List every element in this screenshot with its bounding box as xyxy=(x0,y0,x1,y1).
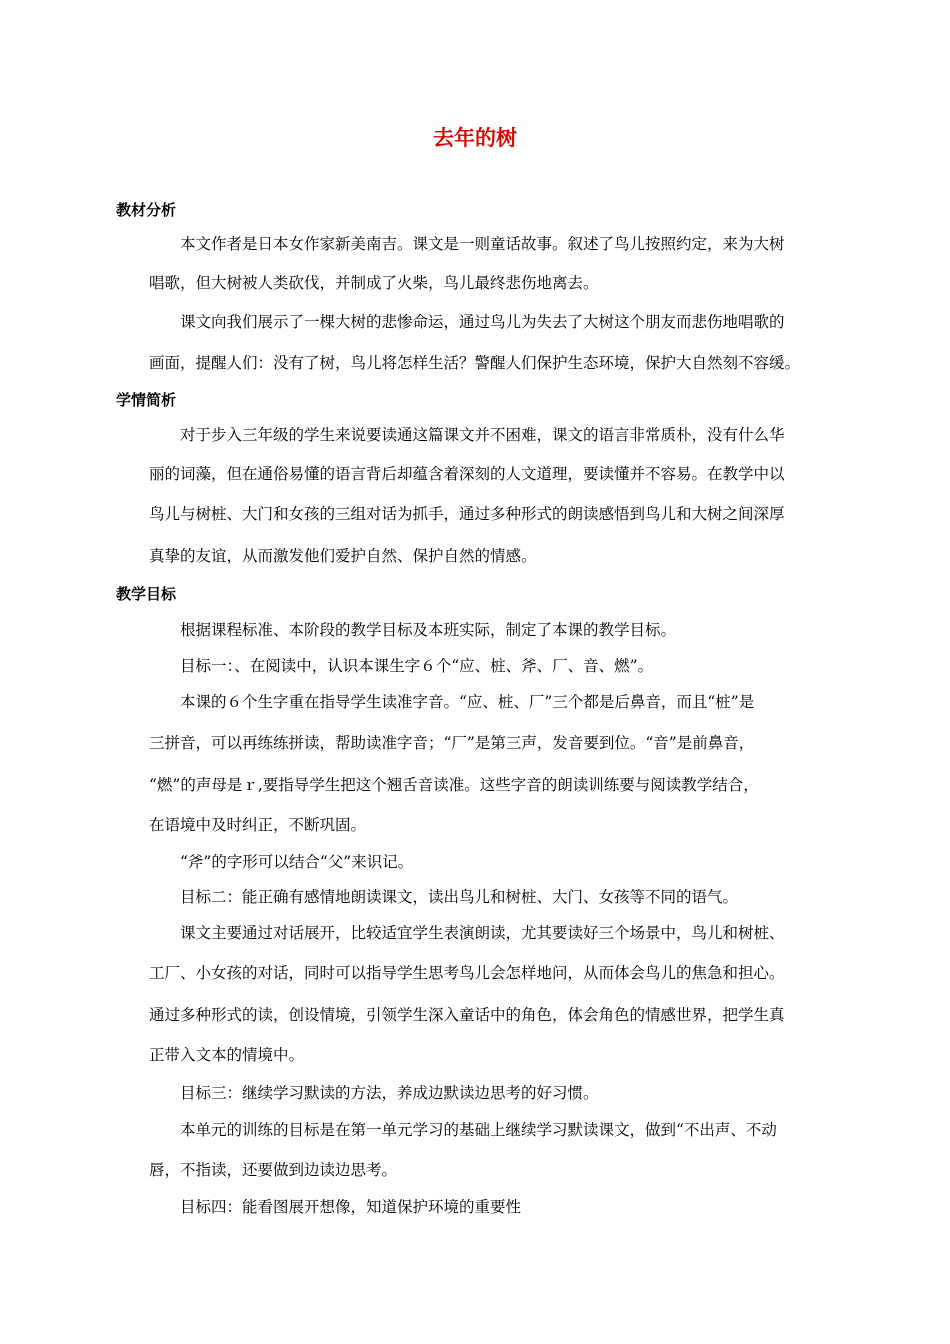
paragraph-line: 正带入文本的情境中。 xyxy=(149,1046,305,1064)
paragraph-line: 课文向我们展示了一棵大树的悲惨命运，通过鸟儿为失去了大树这个朋友而悲伤地唱歌的 xyxy=(180,313,785,331)
paragraph-line: 目标一：、在阅读中，认识本课生字６个“应、桩、斧、厂、音、燃”。 xyxy=(180,657,654,675)
section-heading-students: 学情简析 xyxy=(116,391,177,409)
paragraph-line: 对于步入三年级的学生来说要读通这篇课文并不困难，课文的语言非常质朴，没有什么华 xyxy=(180,426,785,444)
paragraph-line: “燃”的声母是ｒ,要指导学生把这个翘舌音读准。这些字音的朗读训练要与阅读教学结合， xyxy=(149,776,759,794)
paragraph-line: 目标二：能正确有感情地朗读课文，读出鸟儿和树桩、大门、女孩等不同的语气。 xyxy=(180,888,739,906)
paragraph-line: 真挚的友谊，从而激发他们爱护自然、保护自然的情感。 xyxy=(149,547,537,565)
paragraph-line: 目标四：能看图展开想像，知道保护环境的重要性 xyxy=(180,1198,522,1216)
document-title: 去年的树 xyxy=(433,126,517,150)
section-heading-analysis: 教材分析 xyxy=(116,201,177,219)
paragraph-line: “斧”的字形可以结合“父”来识记。 xyxy=(180,853,414,871)
paragraph-line: 工厂、小女孩的对话，同时可以指导学生思考鸟儿会怎样地问，从而体会鸟儿的焦急和担心。 xyxy=(149,964,785,982)
paragraph-line: 画面，提醒人们：没有了树，鸟儿将怎样生活？警醒人们保护生态环境，保护大自然刻不容缓。 xyxy=(149,354,801,372)
paragraph-line: 通过多种形式的读，创设情境，引领学生深入童话中的角色，体会角色的情感世界，把学生真 xyxy=(149,1006,785,1024)
paragraph-line: 鸟儿与树桩、大门和女孩的三组对话为抓手，通过多种形式的朗读感悟到鸟儿和大树之间深厚 xyxy=(149,505,785,523)
paragraph-line: 本单元的训练的目标是在第一单元学习的基础上继续学习默读课文，做到“不出声、不动 xyxy=(180,1121,777,1139)
paragraph-line: 目标三：继续学习默读的方法，养成边默读边思考的好习惯。 xyxy=(180,1084,599,1102)
paragraph-line: 在语境中及时纠正，不断巩固。 xyxy=(149,816,367,834)
paragraph-line: 根据课程标准、本阶段的教学目标及本班实际，制定了本课的教学目标。 xyxy=(180,621,677,639)
paragraph-line: 唇，不指读，还要做到边读边思考。 xyxy=(149,1161,398,1179)
paragraph-line: 本文作者是日本女作家新美南吉。课文是一则童话故事。叙述了鸟儿按照约定，来为大树 xyxy=(180,235,785,253)
paragraph-line: 本课的６个生字重在指导学生读准字音。“应、桩、厂”三个都是后鼻音，而且“桩”是 xyxy=(180,693,755,711)
paragraph-line: 唱歌，但大树被人类砍伐，并制成了火柴，鸟儿最终悲伤地离去。 xyxy=(149,274,599,292)
section-heading-objectives: 教学目标 xyxy=(116,585,177,603)
paragraph-line: 丽的词藻，但在通俗易懂的语言背后却蕴含着深刻的人文道理，要读懂并不容易。在教学中以 xyxy=(149,465,785,483)
paragraph-line: 课文主要通过对话展开，比较适宜学生表演朗读，尤其要读好三个场景中，鸟儿和树桩、 xyxy=(180,924,785,942)
paragraph-line: 三拼音，可以再练练拼读，帮助读准字音；“厂”是第三声，发音要到位。“音”是前鼻音， xyxy=(149,734,755,752)
